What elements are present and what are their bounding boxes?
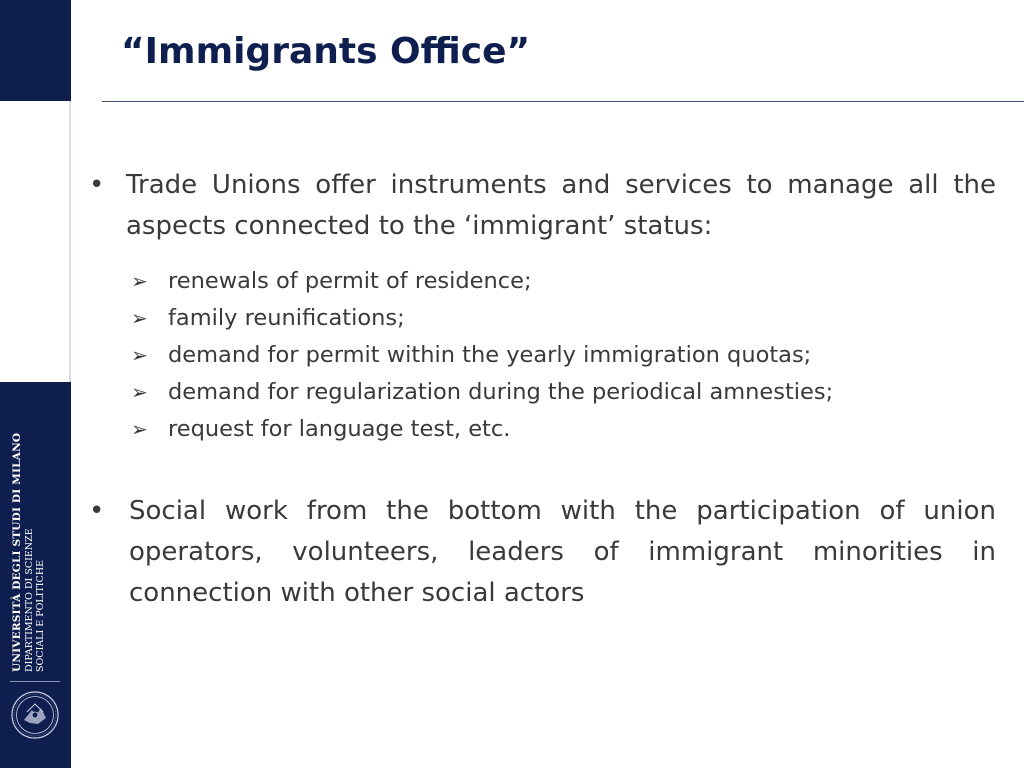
bullet-item: [87, 165, 996, 247]
sub-list-item: [131, 411, 996, 448]
title-divider: [102, 101, 1024, 102]
university-name: [10, 433, 46, 672]
arrow-bullet-icon: ➢: [131, 306, 148, 330]
sub-list: [87, 263, 996, 448]
arrow-bullet-icon: ➢: [131, 380, 148, 404]
brand-divider: [10, 681, 60, 682]
department-name-line: DIPARTIMENTO DI SCIENZE: [24, 528, 35, 672]
page-title: “Immigrants Office”: [121, 31, 531, 72]
sub-item-text: request for language test, etc.: [168, 416, 511, 442]
brand-band-top: [0, 0, 71, 101]
sub-item-text: demand for regularization during the periodical amnesties;: [168, 379, 834, 405]
bullet-marker: •: [89, 170, 105, 200]
sub-list-item: [131, 374, 996, 411]
bullet-item: [87, 491, 996, 614]
university-seal-icon: [10, 690, 60, 740]
department-name-line-2: SOCIALI E POLITICHE: [35, 559, 46, 672]
arrow-bullet-icon: ➢: [131, 343, 148, 367]
slide-body: [87, 165, 996, 614]
bullet-text: Trade Unions offer instruments and services to manage all the aspects connected to the ‘immigrant’ status:: [126, 170, 996, 241]
bullet-marker: •: [89, 496, 105, 526]
brand-band-gap: [0, 101, 71, 382]
arrow-bullet-icon: ➢: [131, 417, 148, 441]
bullet-text: Social work from the bottom with the participation of union operators, volunteers, leaders of immigrant minorities in connection with other social actors: [129, 496, 996, 608]
university-name-line: UNIVERSITÀ DEGLI STUDI DI MILANO: [11, 432, 23, 672]
sub-list-item: [131, 300, 996, 337]
brand-band-edge: [69, 101, 71, 382]
sub-list-item: [131, 263, 996, 300]
sub-item-text: demand for permit within the yearly immigration quotas;: [168, 342, 812, 368]
sub-item-text: family reunifications;: [168, 305, 405, 331]
sub-item-text: renewals of permit of residence;: [168, 268, 532, 294]
sub-list-item: [131, 337, 996, 374]
arrow-bullet-icon: ➢: [131, 269, 148, 293]
